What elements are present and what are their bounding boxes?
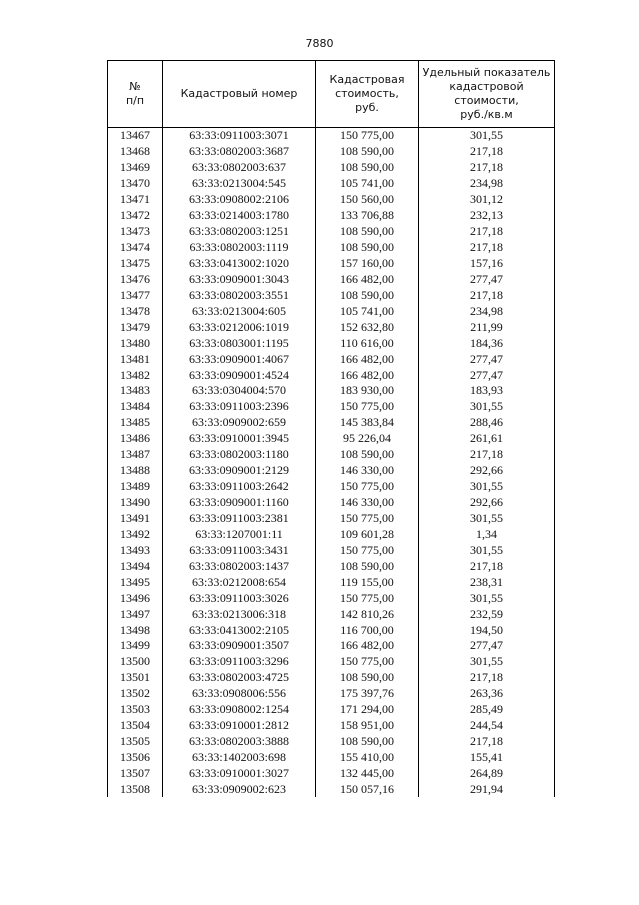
cadastral-number: 63:33:0909001:3507 [163, 638, 316, 654]
cadastral-cost: 158 951,00 [316, 718, 419, 734]
row-number: 13496 [108, 590, 163, 606]
row-number: 13483 [108, 383, 163, 399]
header-cadastral-number: Кадастровый номер [163, 61, 316, 128]
table-row [108, 176, 555, 192]
cadastral-number: 63:33:0911003:2381 [163, 511, 316, 527]
row-number: 13503 [108, 702, 163, 718]
specific-cost: 261,61 [419, 431, 555, 447]
row-number: 13468 [108, 144, 163, 160]
cadastral-number: 63:33:0908006:556 [163, 686, 316, 702]
cadastral-cost: 108 590,00 [316, 734, 419, 750]
row-number: 13490 [108, 495, 163, 511]
cadastral-cost: 157 160,00 [316, 256, 419, 272]
specific-cost: 183,93 [419, 383, 555, 399]
table-row [108, 590, 555, 606]
table-row [108, 702, 555, 718]
specific-cost: 217,18 [419, 447, 555, 463]
cadastral-cost: 132 445,00 [316, 766, 419, 782]
table-row [108, 319, 555, 335]
cadastral-number: 63:33:0910001:3945 [163, 431, 316, 447]
table-row [108, 144, 555, 160]
cadastral-cost: 183 930,00 [316, 383, 419, 399]
specific-cost: 277,47 [419, 271, 555, 287]
specific-cost: 263,36 [419, 686, 555, 702]
cadastral-number: 63:33:0910001:2812 [163, 718, 316, 734]
specific-cost: 217,18 [419, 160, 555, 176]
cadastral-cost: 150 775,00 [316, 654, 419, 670]
row-number: 13501 [108, 670, 163, 686]
specific-cost: 288,46 [419, 415, 555, 431]
table-row [108, 208, 555, 224]
cadastral-cost: 166 482,00 [316, 351, 419, 367]
table-row [108, 367, 555, 383]
table-row [108, 128, 555, 144]
cadastral-cost: 150 775,00 [316, 590, 419, 606]
cadastral-number: 63:33:0802003:3551 [163, 287, 316, 303]
cadastral-number: 63:33:0911003:3431 [163, 542, 316, 558]
cadastral-number: 63:33:0802003:1119 [163, 240, 316, 256]
row-number: 13474 [108, 240, 163, 256]
specific-cost: 217,18 [419, 287, 555, 303]
specific-cost: 234,98 [419, 303, 555, 319]
cadastral-number: 63:33:0909001:4067 [163, 351, 316, 367]
specific-cost: 301,55 [419, 399, 555, 415]
specific-cost: 301,55 [419, 654, 555, 670]
row-number: 13491 [108, 511, 163, 527]
row-number: 13487 [108, 447, 163, 463]
cadastral-number: 63:33:0214003:1780 [163, 208, 316, 224]
cadastral-cost: 109 601,28 [316, 526, 419, 542]
cadastral-number: 63:33:0304004:570 [163, 383, 316, 399]
specific-cost: 234,98 [419, 176, 555, 192]
specific-cost: 194,50 [419, 622, 555, 638]
specific-cost: 264,89 [419, 766, 555, 782]
row-number: 13497 [108, 606, 163, 622]
row-number: 13505 [108, 734, 163, 750]
specific-cost: 277,47 [419, 638, 555, 654]
row-number: 13473 [108, 224, 163, 240]
row-number: 13478 [108, 303, 163, 319]
cadastral-cost: 150 775,00 [316, 511, 419, 527]
cadastral-cost: 146 330,00 [316, 463, 419, 479]
cadastral-cost: 119 155,00 [316, 574, 419, 590]
cadastral-number: 63:33:0802003:1437 [163, 558, 316, 574]
specific-cost: 217,18 [419, 240, 555, 256]
specific-cost: 301,12 [419, 192, 555, 208]
row-number: 13492 [108, 526, 163, 542]
row-number: 13498 [108, 622, 163, 638]
header-row-number: № п/п [108, 61, 163, 128]
page-number: 7880 [305, 37, 334, 50]
specific-cost: 232,59 [419, 606, 555, 622]
row-number: 13481 [108, 351, 163, 367]
specific-cost: 217,18 [419, 558, 555, 574]
row-number: 13486 [108, 431, 163, 447]
row-number: 13469 [108, 160, 163, 176]
table-row [108, 766, 555, 782]
specific-cost: 217,18 [419, 734, 555, 750]
table-row [108, 287, 555, 303]
cadastral-cost: 108 590,00 [316, 447, 419, 463]
table-row [108, 622, 555, 638]
cadastral-cost: 152 632,80 [316, 319, 419, 335]
cadastral-number: 63:33:0911003:3026 [163, 590, 316, 606]
row-number: 13493 [108, 542, 163, 558]
cadastral-number: 63:33:0212008:654 [163, 574, 316, 590]
cadastral-cost: 150 775,00 [316, 542, 419, 558]
row-number: 13484 [108, 399, 163, 415]
row-number: 13467 [108, 128, 163, 144]
cadastral-cost: 105 741,00 [316, 176, 419, 192]
row-number: 13472 [108, 208, 163, 224]
row-number: 13482 [108, 367, 163, 383]
cadastral-cost: 108 590,00 [316, 144, 419, 160]
cadastral-cost: 110 616,00 [316, 335, 419, 351]
row-number: 13475 [108, 256, 163, 272]
table-row [108, 542, 555, 558]
cadastral-cost: 105 741,00 [316, 303, 419, 319]
cadastral-number: 63:33:0213004:545 [163, 176, 316, 192]
cadastral-number: 63:33:0909001:4524 [163, 367, 316, 383]
cadastral-number: 63:33:1402003:698 [163, 750, 316, 766]
cadastral-cost: 166 482,00 [316, 367, 419, 383]
row-number: 13489 [108, 479, 163, 495]
cadastral-number: 63:33:0911003:2396 [163, 399, 316, 415]
header-specific-cost-indicator: Удельный показатель кадастровой стоимости, руб./кв.м [419, 61, 555, 128]
cadastral-number: 63:33:0212006:1019 [163, 319, 316, 335]
cadastral-number: 63:33:0909002:659 [163, 415, 316, 431]
cadastral-number: 63:33:0909001:1160 [163, 495, 316, 511]
specific-cost: 184,36 [419, 335, 555, 351]
cadastral-cost: 116 700,00 [316, 622, 419, 638]
cadastral-cost: 155 410,00 [316, 750, 419, 766]
table-row [108, 399, 555, 415]
row-number: 13485 [108, 415, 163, 431]
cadastral-cost: 171 294,00 [316, 702, 419, 718]
cadastral-cost: 175 397,76 [316, 686, 419, 702]
table-row [108, 431, 555, 447]
row-number: 13494 [108, 558, 163, 574]
cadastral-cost: 142 810,26 [316, 606, 419, 622]
cadastral-cost: 108 590,00 [316, 558, 419, 574]
cadastral-cost: 150 775,00 [316, 128, 419, 144]
specific-cost: 1,34 [419, 526, 555, 542]
table-row [108, 606, 555, 622]
cadastral-number: 63:33:0802003:637 [163, 160, 316, 176]
table-row [108, 718, 555, 734]
cadastral-number: 63:33:0213006:318 [163, 606, 316, 622]
cadastral-cost: 146 330,00 [316, 495, 419, 511]
cadastral-cost: 108 590,00 [316, 240, 419, 256]
specific-cost: 292,66 [419, 463, 555, 479]
cadastral-number: 63:33:0909001:2129 [163, 463, 316, 479]
cadastral-cost: 108 590,00 [316, 287, 419, 303]
cadastral-number: 63:33:0909001:3043 [163, 271, 316, 287]
table-row [108, 463, 555, 479]
table-row [108, 781, 555, 797]
cadastral-number: 63:33:0802003:3687 [163, 144, 316, 160]
table-row [108, 303, 555, 319]
specific-cost: 292,66 [419, 495, 555, 511]
table-row [108, 351, 555, 367]
table-row [108, 750, 555, 766]
table-row [108, 192, 555, 208]
cadastral-number: 63:33:0908002:2106 [163, 192, 316, 208]
table-row [108, 271, 555, 287]
specific-cost: 217,18 [419, 224, 555, 240]
row-number: 13502 [108, 686, 163, 702]
specific-cost: 301,55 [419, 511, 555, 527]
cadastral-number: 63:33:0911003:2642 [163, 479, 316, 495]
cadastral-number: 63:33:0909002:623 [163, 781, 316, 797]
row-number: 13499 [108, 638, 163, 654]
specific-cost: 211,99 [419, 319, 555, 335]
header-cadastral-cost: Кадастровая стоимость, руб. [316, 61, 419, 128]
cadastral-cost: 108 590,00 [316, 224, 419, 240]
specific-cost: 217,18 [419, 144, 555, 160]
specific-cost: 232,13 [419, 208, 555, 224]
row-number: 13476 [108, 271, 163, 287]
row-number: 13488 [108, 463, 163, 479]
row-number: 13495 [108, 574, 163, 590]
table-row [108, 240, 555, 256]
table-row [108, 447, 555, 463]
row-number: 13500 [108, 654, 163, 670]
cadastral-number: 63:33:0910001:3027 [163, 766, 316, 782]
specific-cost: 155,41 [419, 750, 555, 766]
cadastral-cost: 133 706,88 [316, 208, 419, 224]
table-row [108, 160, 555, 176]
table-row [108, 670, 555, 686]
table-row [108, 734, 555, 750]
cadastral-number: 63:33:1207001:11 [163, 526, 316, 542]
cadastral-cost: 150 560,00 [316, 192, 419, 208]
specific-cost: 277,47 [419, 351, 555, 367]
table-row [108, 654, 555, 670]
table-row [108, 479, 555, 495]
cadastral-cost: 150 775,00 [316, 479, 419, 495]
cadastral-value-table [107, 60, 555, 797]
row-number: 13507 [108, 766, 163, 782]
cadastral-cost: 108 590,00 [316, 160, 419, 176]
cadastral-cost: 150 775,00 [316, 399, 419, 415]
specific-cost: 301,55 [419, 542, 555, 558]
row-number: 13479 [108, 319, 163, 335]
table-body [108, 128, 555, 798]
table-row [108, 574, 555, 590]
table-row [108, 638, 555, 654]
cadastral-number: 63:33:0802003:4725 [163, 670, 316, 686]
table-row [108, 415, 555, 431]
cadastral-cost: 166 482,00 [316, 638, 419, 654]
specific-cost: 301,55 [419, 479, 555, 495]
table-row [108, 558, 555, 574]
cadastral-number: 63:33:0213004:605 [163, 303, 316, 319]
row-number: 13504 [108, 718, 163, 734]
table-header-row [108, 61, 555, 128]
table-row [108, 335, 555, 351]
specific-cost: 217,18 [419, 670, 555, 686]
cadastral-cost: 145 383,84 [316, 415, 419, 431]
cadastral-number: 63:33:0803001:1195 [163, 335, 316, 351]
cadastral-cost: 95 226,04 [316, 431, 419, 447]
cadastral-number: 63:33:0413002:2105 [163, 622, 316, 638]
cadastral-number: 63:33:0802003:1251 [163, 224, 316, 240]
table-row [108, 256, 555, 272]
cadastral-cost: 108 590,00 [316, 670, 419, 686]
row-number: 13471 [108, 192, 163, 208]
specific-cost: 291,94 [419, 781, 555, 797]
table-row [108, 526, 555, 542]
row-number: 13508 [108, 781, 163, 797]
table-row [108, 686, 555, 702]
cadastral-number: 63:33:0911003:3296 [163, 654, 316, 670]
table-row [108, 224, 555, 240]
specific-cost: 301,55 [419, 590, 555, 606]
cadastral-cost: 150 057,16 [316, 781, 419, 797]
specific-cost: 277,47 [419, 367, 555, 383]
cadastral-number: 63:33:0908002:1254 [163, 702, 316, 718]
row-number: 13470 [108, 176, 163, 192]
row-number: 13480 [108, 335, 163, 351]
cadastral-number: 63:33:0802003:3888 [163, 734, 316, 750]
specific-cost: 285,49 [419, 702, 555, 718]
cadastral-number: 63:33:0802003:1180 [163, 447, 316, 463]
table-row [108, 383, 555, 399]
cadastral-number: 63:33:0413002:1020 [163, 256, 316, 272]
cadastral-number: 63:33:0911003:3071 [163, 128, 316, 144]
table-row [108, 495, 555, 511]
cadastral-cost: 166 482,00 [316, 271, 419, 287]
row-number: 13477 [108, 287, 163, 303]
specific-cost: 157,16 [419, 256, 555, 272]
specific-cost: 238,31 [419, 574, 555, 590]
specific-cost: 244,54 [419, 718, 555, 734]
table-row [108, 511, 555, 527]
row-number: 13506 [108, 750, 163, 766]
specific-cost: 301,55 [419, 128, 555, 144]
